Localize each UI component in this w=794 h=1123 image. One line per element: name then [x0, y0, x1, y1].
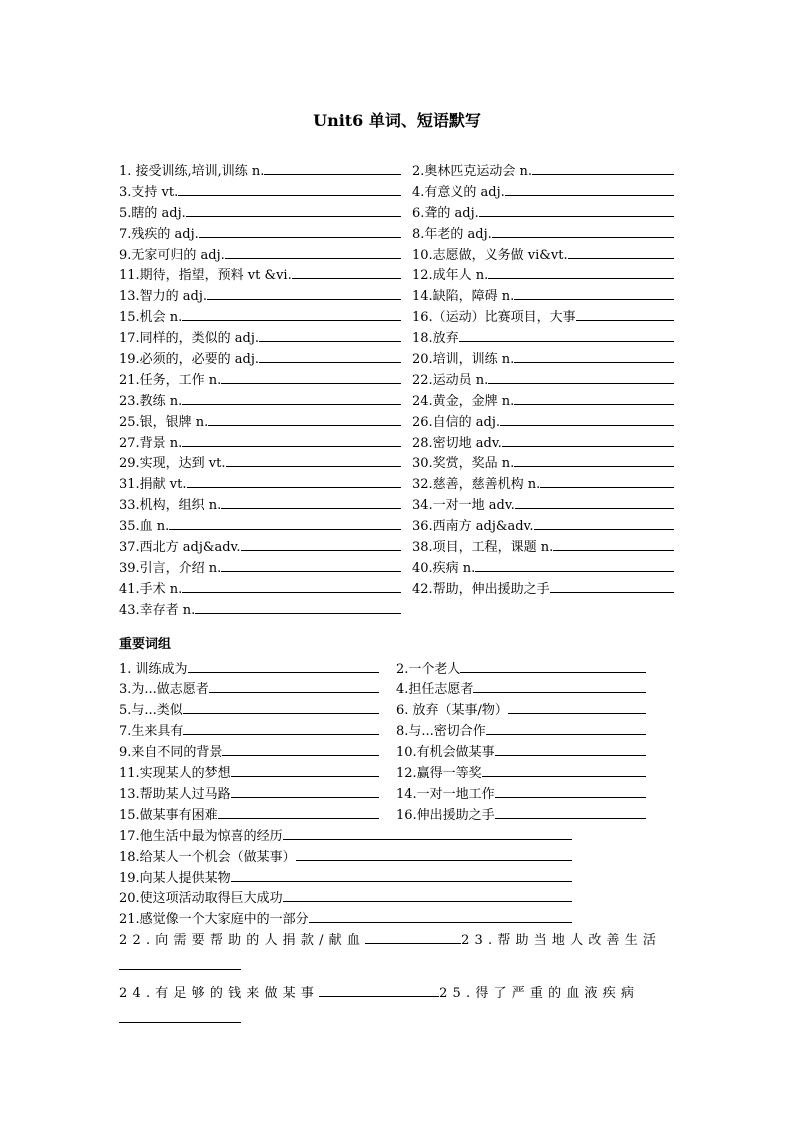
answer-blank[interactable]: [199, 223, 401, 238]
answer-blank[interactable]: [532, 160, 674, 175]
item-row: [119, 515, 674, 536]
item-label: 25.得了严重的血液疾病: [439, 986, 640, 1002]
item-label: 9.无家可归的 adj.: [119, 247, 225, 263]
item-label: 30.奖赏，奖品 n.: [412, 456, 515, 472]
answer-blank[interactable]: [500, 411, 674, 426]
item-label: 1. 接受训练,培训,训练 n.: [119, 164, 265, 179]
answer-blank[interactable]: [264, 160, 401, 175]
continuation-line: [119, 1008, 674, 1029]
item-label: 14.一对一地工作: [396, 786, 495, 802]
item-row: [119, 762, 674, 783]
item-label: 33.机构，组织 n.: [119, 498, 222, 514]
answer-blank[interactable]: [178, 181, 401, 196]
item-label: 3.为...做志愿者: [119, 682, 209, 698]
item-label: 21.感觉像一个大家庭中的一部分: [119, 912, 309, 928]
item-row: [119, 160, 674, 181]
item-row: [119, 285, 674, 306]
answer-blank[interactable]: [550, 578, 674, 593]
item-label: 12.赢得一等奖: [396, 766, 482, 782]
vocab-list: [119, 160, 674, 620]
answer-blank[interactable]: [195, 599, 401, 614]
item-row: [119, 658, 674, 679]
item-label: 4.有意义的 adj.: [412, 184, 505, 200]
item-label: 38.项目，工程，课题 n.: [412, 540, 554, 556]
item-row: [119, 699, 674, 720]
answer-blank[interactable]: [576, 306, 674, 321]
item-row: [119, 223, 674, 244]
item-row: [119, 369, 674, 390]
item-row: [119, 181, 674, 202]
item-label: 18.放弃: [412, 331, 459, 347]
worksheet: [119, 160, 674, 1029]
answer-blank[interactable]: [459, 327, 674, 342]
item-label: 20.使这项活动取得巨大成功: [119, 891, 283, 907]
answer-blank[interactable]: [225, 244, 401, 259]
item-label: 1. 训练成为: [119, 661, 188, 677]
item-label: 42.帮助，伸出援助之手: [412, 581, 550, 597]
item-label: 6.聋的 adj.: [412, 205, 479, 221]
item-row: [119, 264, 674, 285]
item-row: [119, 678, 674, 699]
answer-blank[interactable]: [182, 432, 401, 447]
item-22-23: [119, 929, 674, 955]
item-label: 40.疾病 n.: [412, 560, 476, 576]
item-row: [119, 390, 674, 411]
item-label: 39.引言，介绍 n.: [119, 560, 222, 576]
item-row: [119, 908, 674, 929]
item-label: 27.背景 n.: [119, 435, 183, 451]
item-label: 2.奥林匹克运动会 n.: [412, 164, 533, 179]
item-row: [119, 720, 674, 741]
answer-blank[interactable]: [231, 783, 379, 798]
answer-blank[interactable]: [568, 244, 674, 259]
answer-blank[interactable]: [514, 452, 674, 467]
answer-blank[interactable]: [221, 369, 401, 384]
answer-blank[interactable]: [515, 494, 674, 509]
answer-blank[interactable]: [221, 494, 401, 509]
answer-blank[interactable]: [473, 678, 646, 693]
answer-blank[interactable]: [319, 982, 439, 997]
item-label: 5.瞎的 adj.: [119, 205, 186, 221]
item-label: 35.血 n.: [119, 519, 170, 535]
answer-blank[interactable]: [231, 867, 572, 882]
answer-blank[interactable]: [534, 515, 675, 530]
answer-blank[interactable]: [169, 515, 401, 530]
item-label: 14.缺陷，障碍 n.: [412, 289, 515, 305]
answer-blank[interactable]: [495, 741, 646, 756]
answer-blank[interactable]: [222, 741, 379, 756]
item-label: 41.手术 n.: [119, 581, 183, 597]
item-row: [119, 202, 674, 223]
answer-blank[interactable]: [508, 699, 646, 714]
item-row: [119, 783, 674, 804]
item-label: 24.有足够的钱来做某事: [119, 986, 320, 1002]
item-label: 10.志愿做，义务做 vi&vt.: [412, 247, 568, 263]
answer-blank[interactable]: [182, 390, 401, 405]
answer-blank[interactable]: [488, 369, 674, 384]
item-row: [119, 306, 674, 327]
answer-blank[interactable]: [119, 955, 241, 970]
item-label: 31.捐献 vt.: [119, 477, 187, 493]
item-row: [119, 452, 674, 473]
answer-blank[interactable]: [187, 473, 401, 488]
answer-blank[interactable]: [208, 411, 401, 426]
answer-blank[interactable]: [514, 285, 674, 300]
item-label: 9.来自不同的背景: [119, 745, 223, 761]
answer-blank[interactable]: [479, 202, 674, 217]
item-label: 17.同样的，类似的 adj.: [119, 331, 260, 347]
item-label: 15.机会 n.: [119, 310, 183, 326]
long-phrase-list: [119, 825, 674, 929]
answer-blank[interactable]: [218, 804, 379, 819]
item-label: 11.期待，指望，预料 vt &vi.: [119, 268, 292, 284]
item-label: 4.担任志愿者: [396, 682, 474, 698]
answer-blank[interactable]: [502, 432, 674, 447]
answer-blank[interactable]: [492, 223, 674, 238]
item-label: 22.运动员 n.: [412, 372, 489, 388]
answer-blank[interactable]: [514, 390, 674, 405]
answer-blank[interactable]: [365, 929, 461, 944]
item-row: [119, 348, 674, 369]
item-label: 7.残疾的 adj.: [119, 226, 199, 242]
item-label: 10.有机会做某事: [396, 745, 495, 761]
item-row: [119, 557, 674, 578]
item-label: 16.（运动）比赛项目，大事: [412, 310, 576, 326]
answer-blank[interactable]: [514, 348, 674, 363]
item-row: [119, 867, 674, 888]
item-label: 24.黄金，金牌 n.: [412, 393, 515, 409]
item-label: 32.慈善，慈善机构 n.: [412, 477, 541, 493]
answer-blank[interactable]: [495, 804, 646, 819]
item-label: 23.教练 n.: [119, 393, 183, 409]
answer-blank[interactable]: [540, 473, 674, 488]
item-label: 43.幸存者 n.: [119, 602, 196, 618]
answer-blank[interactable]: [283, 825, 572, 840]
item-label: 36.西南方 adj&adv.: [412, 519, 534, 535]
item-row: [119, 578, 674, 599]
item-label: 8.年老的 adj.: [412, 226, 492, 242]
item-row: [119, 536, 674, 557]
item-label: 34.一对一地 adv.: [412, 498, 515, 514]
item-row: [119, 327, 674, 348]
item-label: 6. 放弃（某事/物）: [396, 703, 508, 719]
answer-blank[interactable]: [188, 658, 379, 673]
answer-blank[interactable]: [241, 536, 402, 551]
answer-blank[interactable]: [475, 557, 674, 572]
item-label: 26.自信的 adj.: [412, 414, 501, 430]
item-label: 19.必须的，必要的 adj.: [119, 352, 260, 368]
item-label: 21.任务，工作 n.: [119, 372, 222, 388]
item-label: 12.成年人 n.: [412, 268, 489, 284]
answer-blank[interactable]: [182, 306, 401, 321]
item-row: [119, 599, 674, 620]
item-label: 8.与...密切合作: [396, 724, 486, 740]
item-label: 11.实现某人的梦想: [119, 766, 231, 782]
item-label: 5.与...类似: [119, 703, 183, 719]
answer-blank[interactable]: [186, 202, 401, 217]
answer-blank[interactable]: [182, 578, 401, 593]
answer-blank[interactable]: [296, 846, 572, 861]
item-row: [119, 846, 674, 867]
answer-blank[interactable]: [119, 1008, 241, 1023]
answer-blank[interactable]: [495, 783, 646, 798]
answer-blank[interactable]: [486, 720, 646, 735]
item-row: [119, 804, 674, 825]
continuation-line: [119, 955, 674, 976]
item-label: 13.帮助某人过马路: [119, 786, 231, 802]
item-row: [119, 411, 674, 432]
item-label: 18.给某人一个机会（做某事）: [119, 849, 296, 865]
item-row: [119, 741, 674, 762]
answer-blank[interactable]: [482, 762, 646, 777]
answer-blank[interactable]: [292, 264, 401, 279]
item-row: [119, 887, 674, 908]
item-label: 15.做某事有困难: [119, 807, 218, 823]
answer-blank[interactable]: [460, 658, 646, 673]
answer-blank[interactable]: [505, 181, 674, 196]
phrase-list: [119, 658, 674, 825]
item-label: 23.帮助当地人改善生活: [461, 933, 662, 949]
item-label: 25.银，银牌 n.: [119, 414, 209, 430]
answer-blank[interactable]: [553, 536, 674, 551]
answer-blank[interactable]: [221, 557, 401, 572]
item-label: 2.一个老人: [396, 661, 461, 677]
item-label: 16.伸出援助之手: [396, 807, 495, 823]
item-label: 20.培训，训练 n.: [412, 352, 515, 368]
item-label: 29.实现，达到 vt.: [119, 456, 226, 472]
item-row: [119, 494, 674, 515]
answer-blank[interactable]: [259, 327, 401, 342]
item-label: 3.支持 vt.: [119, 184, 179, 200]
answer-blank[interactable]: [231, 762, 379, 777]
answer-blank[interactable]: [183, 699, 379, 714]
answer-blank[interactable]: [283, 887, 572, 902]
answer-blank[interactable]: [207, 285, 401, 300]
item-label: 13.智力的 adj.: [119, 289, 208, 305]
item-label: 19.向某人提供某物: [119, 870, 231, 886]
item-label: 7.生来具有: [119, 724, 184, 740]
page-title: Unit6 单词、短语默写: [313, 111, 481, 130]
answer-blank[interactable]: [226, 452, 401, 467]
item-row: [119, 432, 674, 453]
item-label: 22.向需要帮助的人捐款/献血: [119, 933, 366, 949]
phrases-heading: 重要词组: [119, 636, 172, 652]
item-label: 17.他生活中最为惊喜的经历: [119, 828, 283, 844]
item-label: 28.密切地 adv.: [412, 435, 502, 451]
item-row: [119, 473, 674, 494]
answer-blank[interactable]: [309, 908, 572, 923]
answer-blank[interactable]: [259, 348, 401, 363]
answer-blank[interactable]: [209, 678, 379, 693]
item-label: 37.西北方 adj&adv.: [119, 540, 241, 556]
item-row: [119, 244, 674, 265]
item-row: [119, 825, 674, 846]
answer-blank[interactable]: [183, 720, 379, 735]
answer-blank[interactable]: [488, 264, 674, 279]
item-24-25: [119, 982, 674, 1008]
